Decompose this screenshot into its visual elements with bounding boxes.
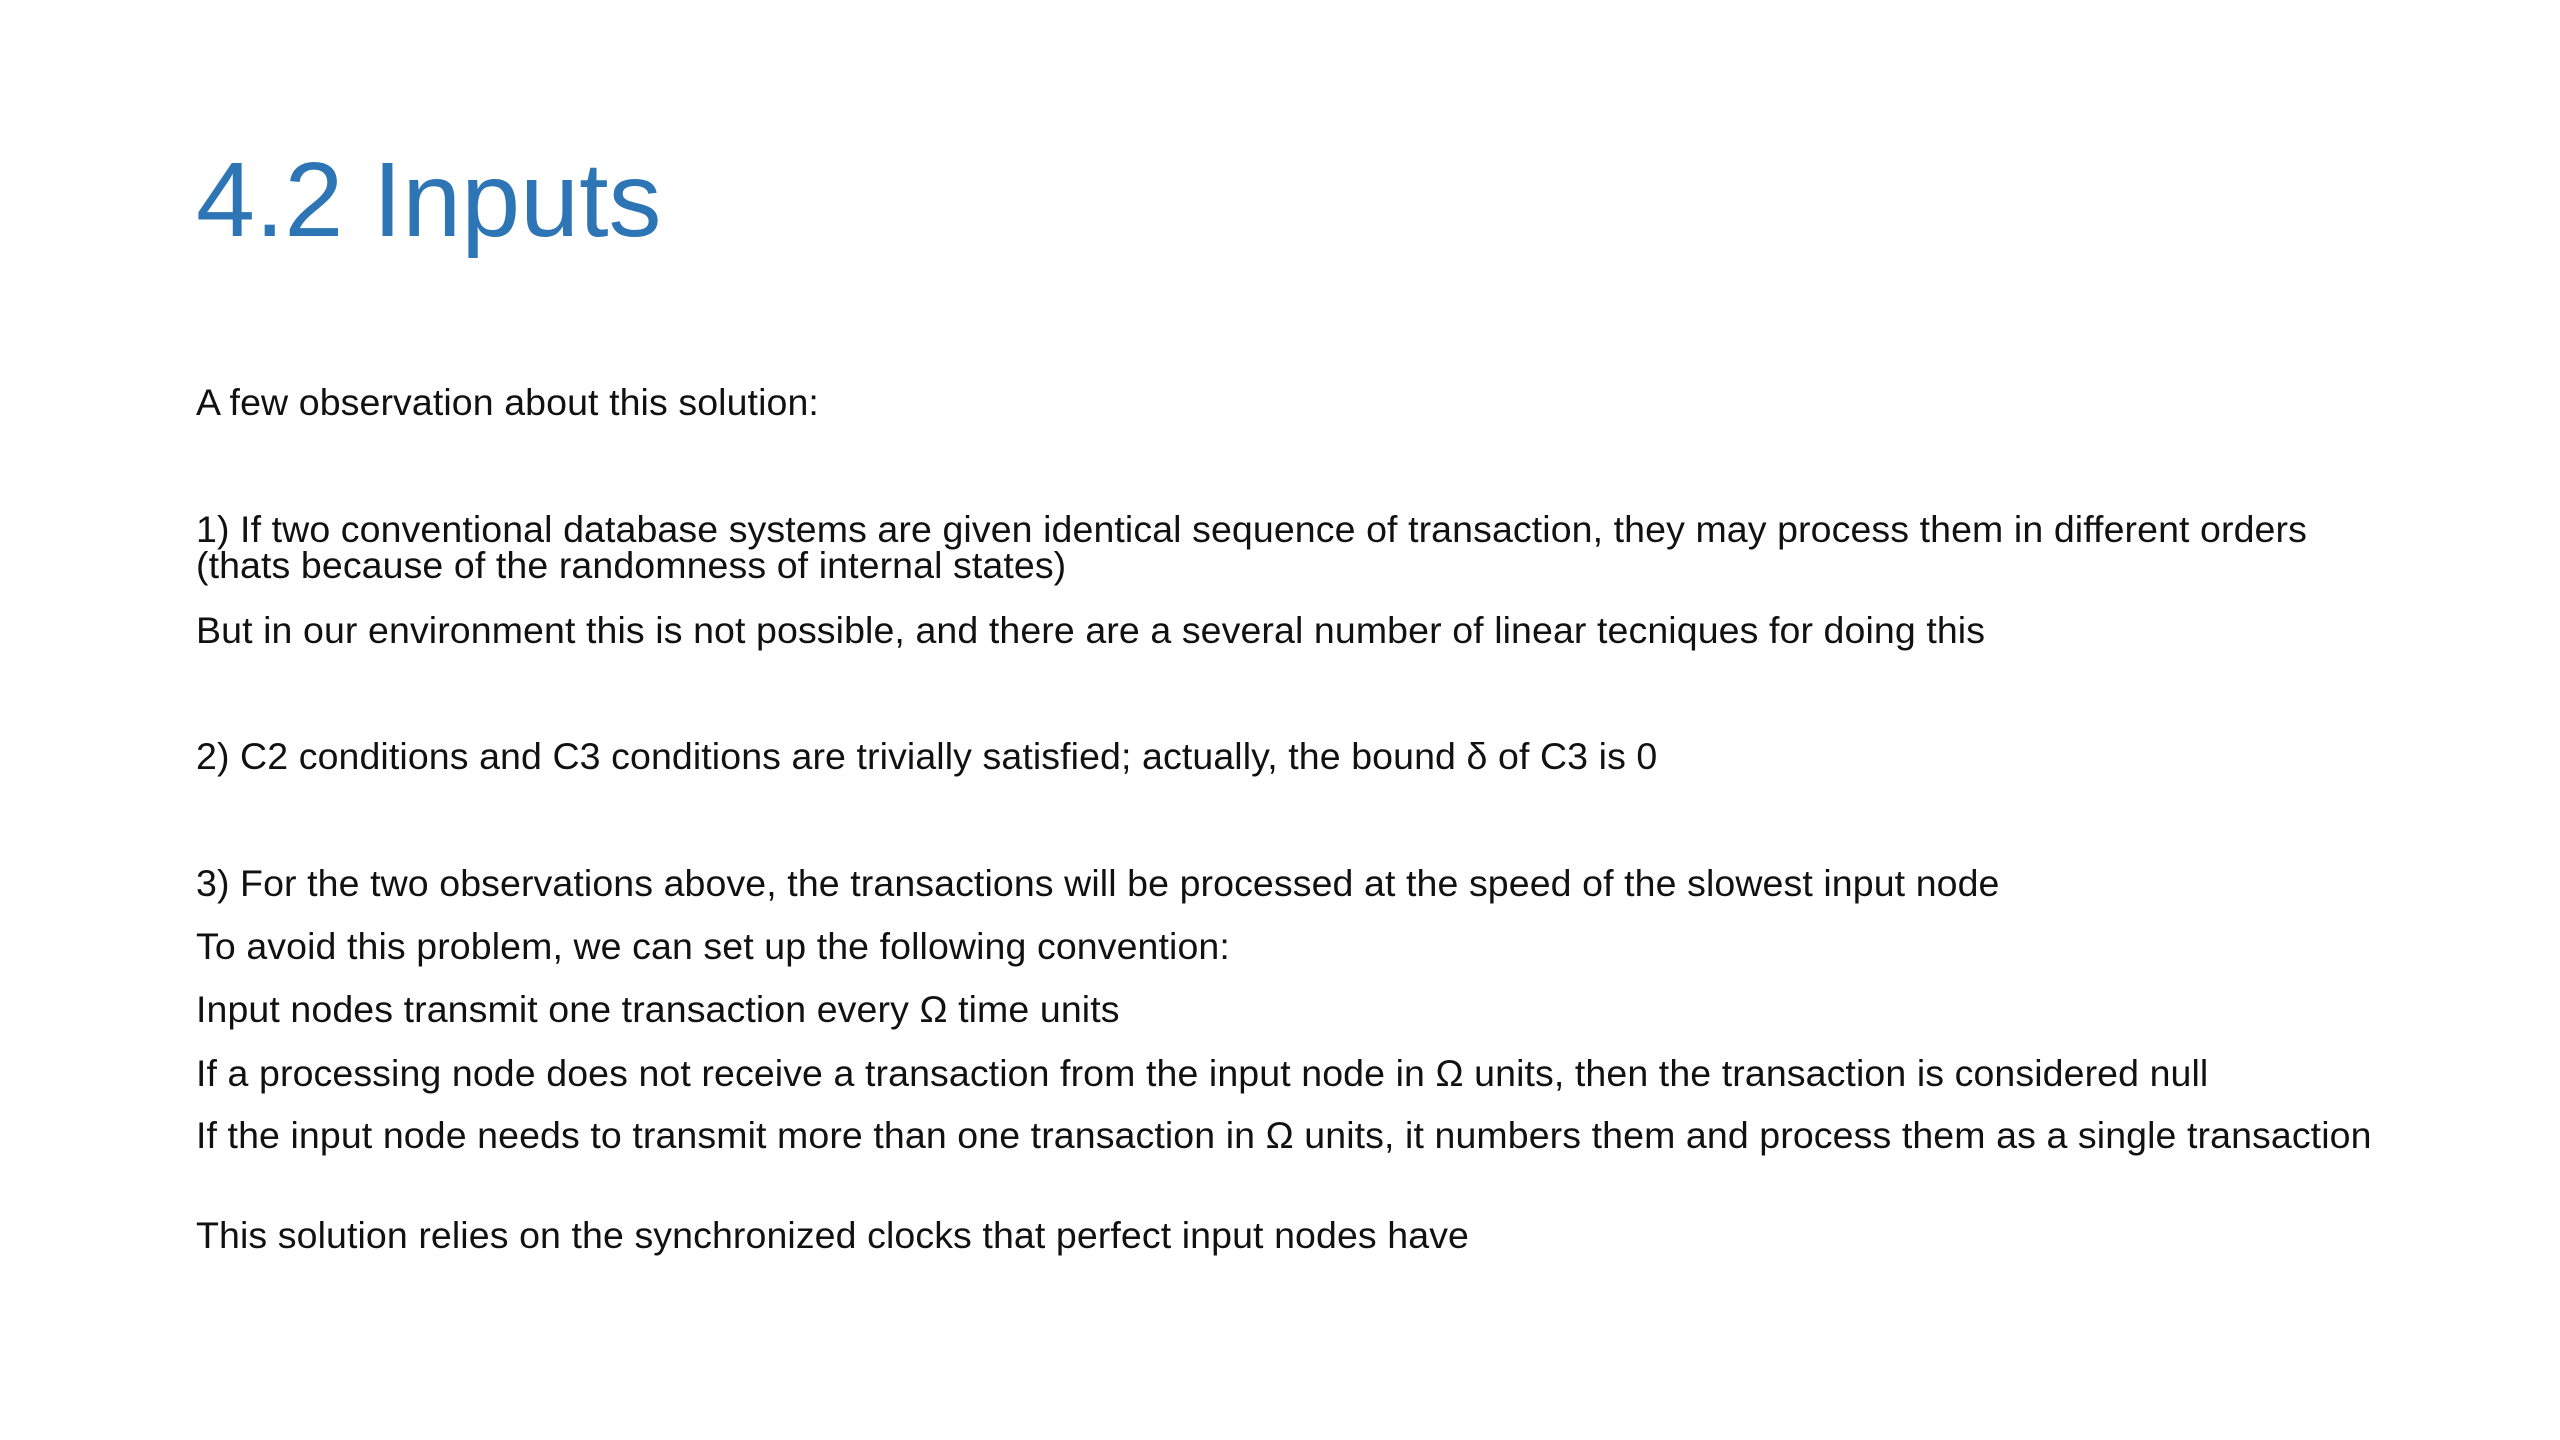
observation-3-paragraph: 3) For the two observations above, the transactions will be processed at the speed of the slowest input node [196,862,2000,904]
convention-rule-2-paragraph: If a processing node does not receive a transaction from the input node in Ω units, then the transaction is considered null [196,1052,2209,1094]
observation-1-paragraph: 1) If two conventional database systems are given identical sequence of transaction, they may process them in different orders (thats because of the randomness of internal states) [196,508,2307,586]
convention-rule-1-paragraph: Input nodes transmit one transaction every Ω time units [196,988,1120,1030]
observation-2-paragraph: 2) C2 conditions and C3 conditions are trivially satisfied; actually, the bound δ of C3 is 0 [196,735,1658,777]
slide-title: 4.2 Inputs [196,141,662,259]
conclusion-paragraph: This solution relies on the synchronized clocks that perfect input nodes have [196,1214,1469,1256]
intro-paragraph: A few observation about this solution: [196,381,819,423]
convention-rule-3-paragraph: If the input node needs to transmit more than one transaction in Ω units, it numbers them and process them as a single transaction [196,1114,2372,1156]
convention-intro-paragraph: To avoid this problem, we can set up the following convention: [196,925,1230,967]
observation-1-followup-paragraph: But in our environment this is not possible, and there are a several number of linear tecniques for doing this [196,609,1986,651]
